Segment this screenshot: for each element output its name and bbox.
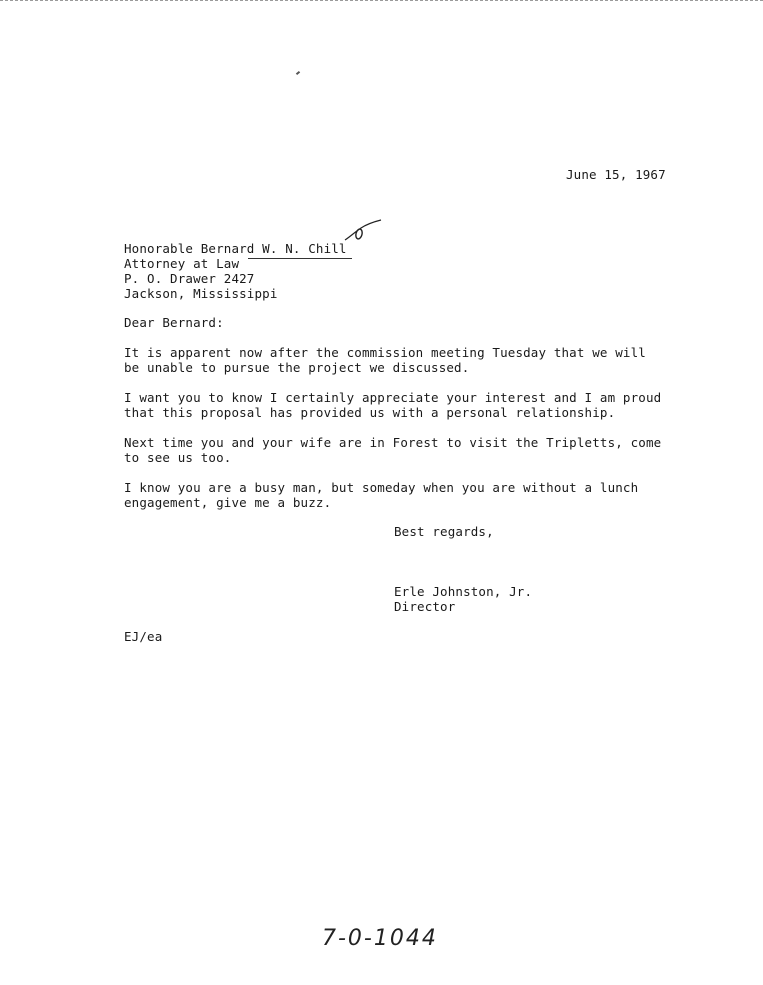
handwritten-underline	[248, 258, 352, 259]
page-top-border	[0, 0, 763, 1]
paragraph-4-line-2: engagement, give me a buzz.	[124, 495, 332, 510]
stray-ink-mark	[296, 71, 300, 75]
signer-name: Erle Johnston, Jr.	[394, 584, 533, 599]
paragraph-3-line-2: to see us too.	[124, 450, 232, 465]
typist-initials: EJ/ea	[124, 629, 163, 644]
recipient-city: Jackson, Mississippi	[124, 286, 278, 301]
handwritten-check-icon	[343, 218, 383, 246]
paragraph-2-line-1: I want you to know I certainly appreciate your interest and I am proud	[124, 390, 662, 405]
recipient-address: P. O. Drawer 2427	[124, 271, 255, 286]
recipient-name: Honorable Bernard W. N. Chill	[124, 241, 347, 256]
paragraph-3-line-1: Next time you and your wife are in Forest to visit the Tripletts, come	[124, 435, 662, 450]
paragraph-1-line-1: It is apparent now after the commission meeting Tuesday that we will	[124, 345, 646, 360]
letter-date: June 15, 1967	[566, 167, 666, 182]
closing: Best regards,	[394, 524, 494, 539]
paragraph-2-line-2: that this proposal has provided us with a personal relationship.	[124, 405, 616, 420]
recipient-title: Attorney at Law	[124, 256, 240, 271]
salutation: Dear Bernard:	[124, 315, 224, 330]
handwritten-file-number: 7-0-1044	[322, 926, 438, 951]
paragraph-4-line-1: I know you are a busy man, but someday when you are without a lunch	[124, 480, 639, 495]
signer-title: Director	[394, 599, 456, 614]
paragraph-1-line-2: be unable to pursue the project we discussed.	[124, 360, 470, 375]
